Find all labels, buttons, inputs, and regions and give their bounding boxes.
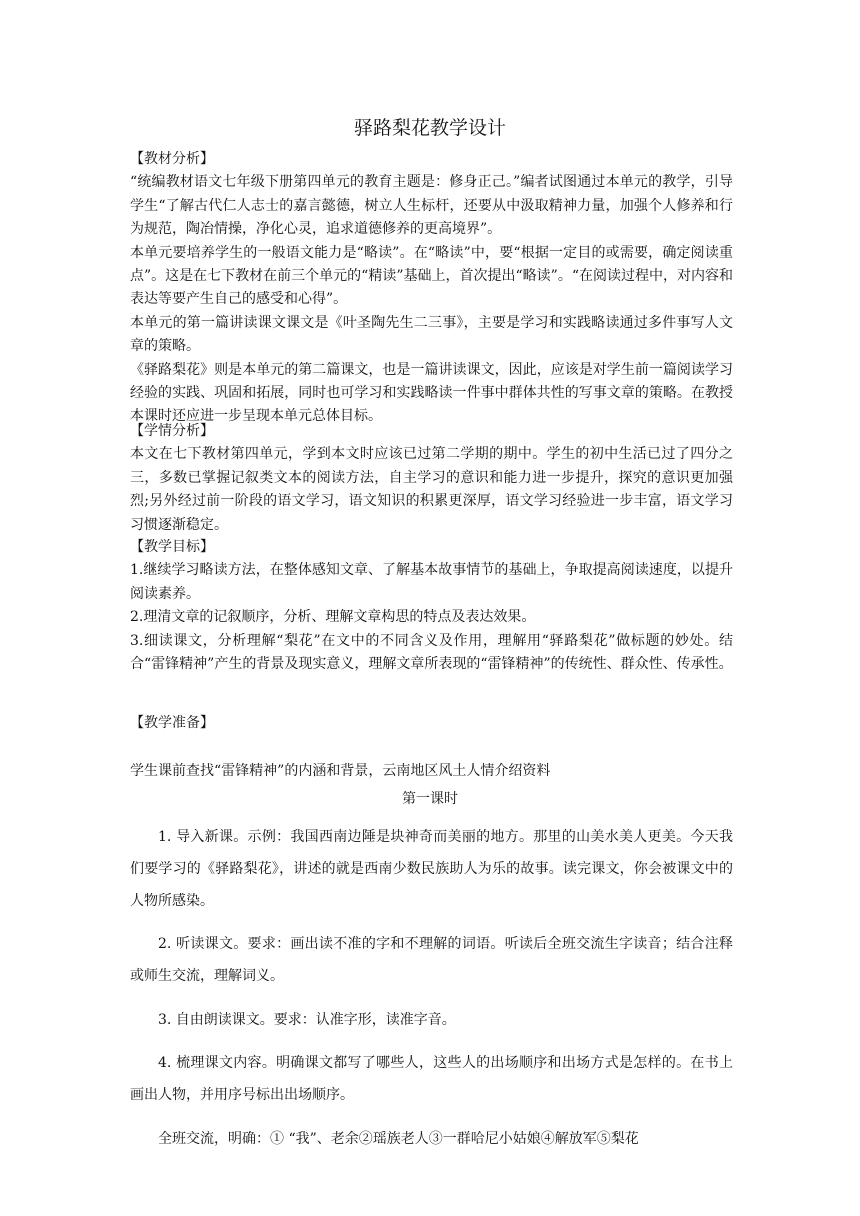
goal-item: 3.细读课文，分析理解“梨花”在文中的不同含义及作用，理解用“驿路梨花”做标题的妙处。结合“雷锋精神”产生的背景及现实意义，理解文章所表现的“雷锋精神”的传统性、群众性、传承性。 <box>130 632 733 673</box>
paragraph: 本单元要培养学生的一般语文能力是“略读”。在“略读”中，要“根据一定目的或需要，确定阅读重点”。这是在七下教材在前三个单元的“精读”基础上，首次提出“略读”。“在阅读过程中，对内容和表达等要产生自己的感受和心得”。 <box>130 244 733 308</box>
paragraph: 本单元的第一篇讲读课文课文是《叶圣陶先生二三事》，主要是学习和实践略读通过多件事写人文章的策略。 <box>130 314 733 355</box>
lesson-step: 全班交流，明确：① “我”、老余②瑶族老人③一群哈尼小姑娘④解放军⑤梨花 <box>158 1130 639 1147</box>
paragraph: 《驿路梨花》则是本单元的第二篇课文，也是一篇讲读课文，因此，应该是对学生前一篇阅读学习经验的实践、巩固和拓展，同时也可学习和实践略读一件事中群体共性的写事文章的策略。在教授本课时还应进一步呈现本单元总体目标。 <box>130 361 733 425</box>
lesson-step: 1. 导入新课。示例：我国西南边陲是块神奇而美丽的地方。那里的山美水美人更美。今天我们要学习的《驿路梨花》，讲述的就是西南少数民族助人为乐的故事。读完课文，你会被课文中的人物所感染。 <box>130 829 733 909</box>
section-textbook-analysis <box>130 148 733 429</box>
section-heading: 【教学目标】 <box>130 539 214 555</box>
goal-item: 2.理清文章的记叙顺序，分析、理解文章构思的特点及表达效果。 <box>130 609 536 626</box>
section-preparation-text <box>130 760 733 783</box>
section-student-analysis <box>130 420 733 537</box>
lesson-step: 3. 自由朗读课文。要求：认准字形，读准字音。 <box>158 1011 456 1028</box>
lesson-step: 4. 梳理课文内容。明确课文都写了哪些人，这些人的出场顺序和出场方式是怎样的。在书上画出人物，并用序号标出出场顺序。 <box>130 1055 733 1103</box>
section-heading: 【教学准备】 <box>130 715 214 731</box>
goal-item: 1.继续学习略读方法，在整体感知文章、了解基本故事情节的基础上，争取提高阅读速度，以提升阅读素养。 <box>130 562 733 602</box>
section-heading: 【学情分析】 <box>130 423 214 439</box>
section-teaching-goals <box>130 536 733 676</box>
lesson-step: 2. 听读课文。要求：画出读不准的字和不理解的词语。听读后全班交流生字读音；结合注释或师生交流，理解词义。 <box>130 936 733 984</box>
lesson-title: 第一课时 <box>402 791 458 807</box>
paragraph: 学生课前查找“雷锋精神”的内涵和背景，云南地区风土人情介绍资料 <box>130 763 551 779</box>
paragraph: “统编教材语文七年级下册第四单元的教育主题是：修身正己。”编者试图通过本单元的教学，引导学生“了解古代仁人志士的嘉言懿德，树立人生标杆，还要从中汲取精神力量，加强个人修养和行为规范，陶冶情操，净化心灵，追求道德修养的更高境界”。 <box>130 174 733 238</box>
section-heading: 【教材分析】 <box>130 151 214 167</box>
document-title: 驿路梨花教学设计 <box>353 117 506 139</box>
section-preparation-heading <box>130 712 733 735</box>
lesson-steps <box>130 822 733 1167</box>
paragraph: 本文在七下教材第四单元，学到本文时应该已过第二学期的期中。学生的初中生活已过了四分之三，多数已掌握记叙类文本的阅读方法，自主学习的意识和能力进一步提升，探究的意识更加强烈;另外经过前一阶段的语文学习，语文知识的积累更深厚，语文学习经验进一步丰富，语文学习习惯逐渐稳定。 <box>130 446 733 533</box>
